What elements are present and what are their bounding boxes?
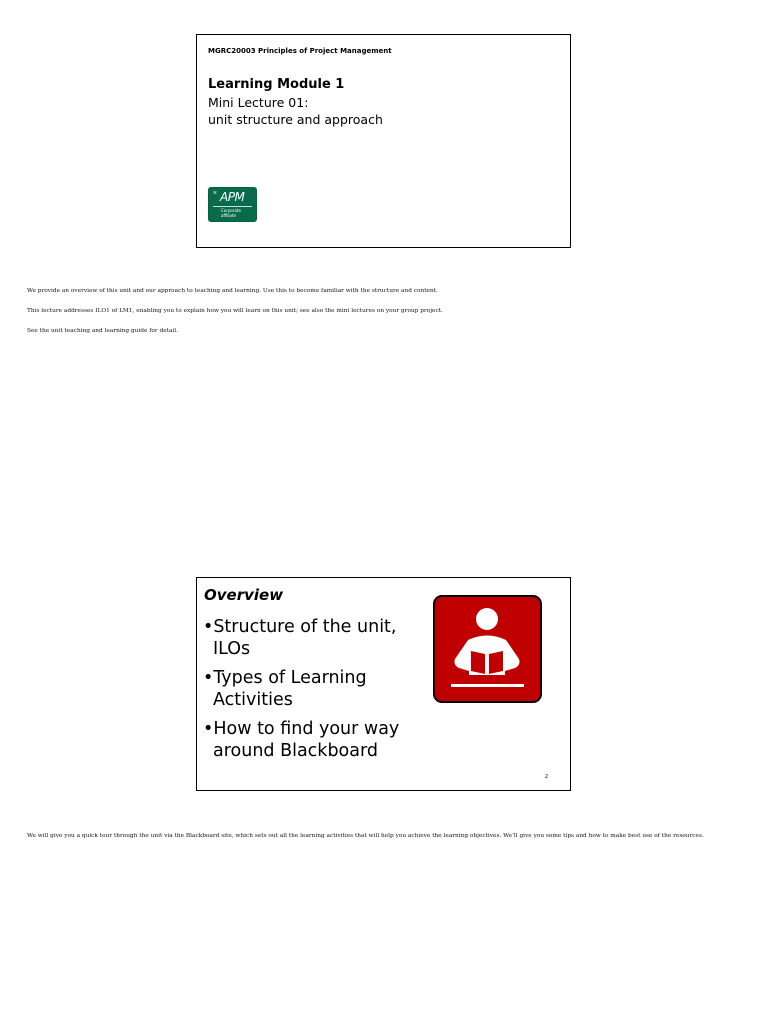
slide-2	[196, 577, 571, 791]
star-icon: ✶	[212, 189, 218, 197]
overview-title: Overview	[204, 586, 284, 604]
speaker-note: See the unit teaching and learning guide for detail.	[27, 328, 178, 334]
lecture-subtitle: unit structure and approach	[208, 112, 383, 127]
course-code: MGRC20003 Principles of Project Management	[208, 47, 392, 55]
lecture-number: Mini Lecture 01:	[208, 95, 309, 110]
speaker-note: We provide an overview of this unit and our approach to teaching and learning. Use this to become familiar with the structure and content.	[27, 288, 438, 294]
logo-sub-line-2: affiliate	[221, 212, 237, 218]
bullet-item: • Types of Learning Activities	[203, 667, 428, 711]
module-title: Learning Module 1	[208, 77, 345, 92]
speaker-note: This lecture addresses ILO1 of LM1, enabling you to explain how you will learn on this unit; see also the mini lectures on your group project.	[27, 308, 443, 314]
apm-logo-text: APM	[220, 190, 245, 204]
apm-logo	[208, 187, 257, 222]
page-number: 2	[544, 774, 548, 780]
slide-1	[196, 34, 571, 248]
logo-divider	[213, 206, 252, 207]
bullet-item: • Structure of the unit, ILOs	[203, 616, 428, 660]
logo-sub-line-1: Corporate	[221, 208, 241, 213]
bullet-item: • How to find your way around Blackboard	[203, 718, 428, 762]
reading-person-icon	[433, 595, 542, 703]
apm-logo-subtext	[221, 209, 241, 218]
bullet-list	[203, 616, 428, 769]
speaker-note: We will give you a quick tour through the unit via the Blackboard site, which sets out all the learning activities that will help you achieve the learning objectives. We’ll give you some tips and how to make best use of the resources.	[27, 833, 704, 839]
